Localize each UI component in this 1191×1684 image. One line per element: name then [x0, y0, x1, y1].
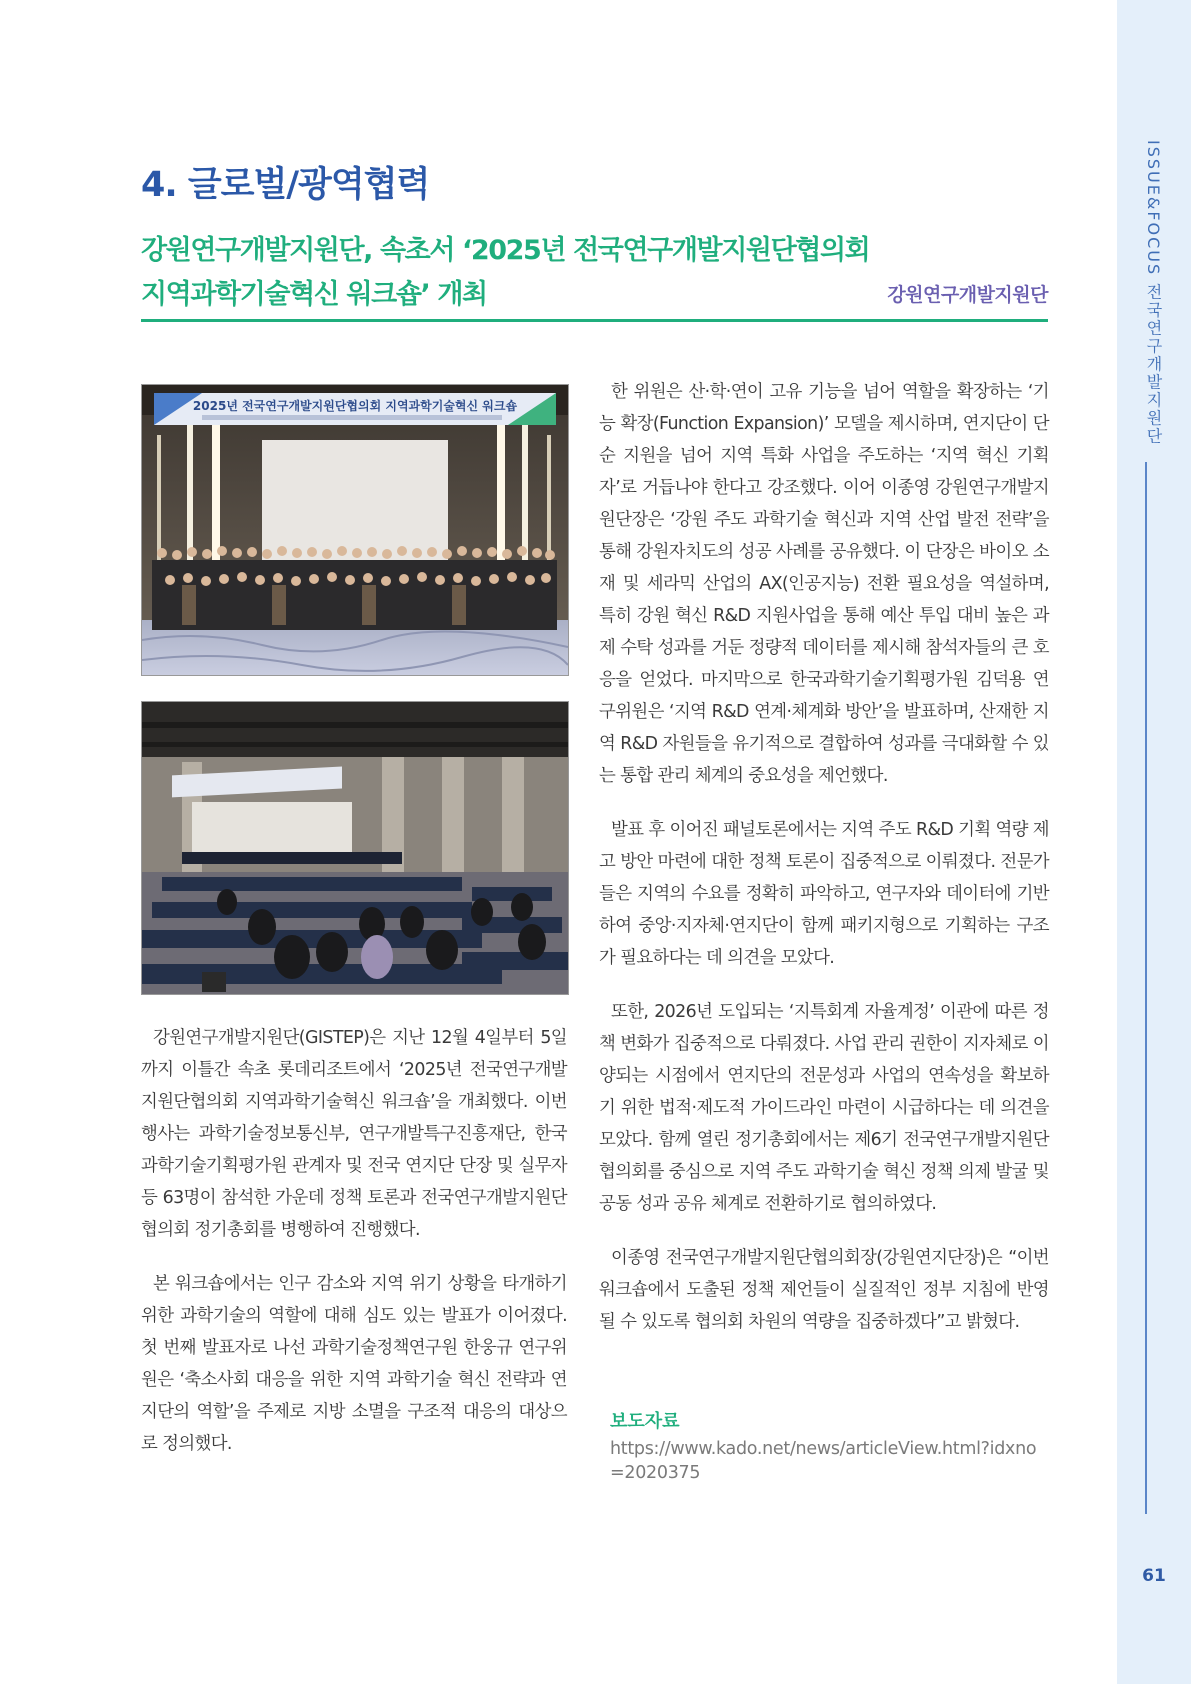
article-body-right [599, 376, 1049, 1338]
paragraph: 본 워크숍에서는 인구 감소와 지역 위기 상황을 타개하기 위한 과학기술의 역할에 대해 심도 있는 발표가 이어졌다. 첫 번째 발표자로 나선 과학기술정책연구원 한웅규 연구위원은 ‘축소사회 대응을 위한 지역 과학기술 혁신 전략과 연지단의 역할’을 주제로 지방 소멸을 구조적 대응의 대상으로 정의했다. [141, 1274, 567, 1454]
sidebar-rule [1145, 462, 1147, 1514]
paragraph: 또한, 2026년 도입되는 ‘지특회계 자율계정’ 이관에 따른 정책 변화가 집중적으로 다뤄졌다. 사업 관리 권한이 지자체로 이양되는 시점에서 연지단의 전문성과 사업의 연속성을 확보하기 위한 법적·제도적 가이드라인 마련이 시급하다는 데 의견을 모았다. 함께 열린 정기총회에서는 제6기 전국연구개발지원단협의회를 중심으로 지역 주도 과학기술 혁신 정책 의제 발굴 및 공동 성과 공유 체계로 전환하기로 협의하였다. [599, 1002, 1049, 1214]
section-title: 4. 글로벌/광역협력 [141, 165, 430, 205]
article-body-left [141, 1022, 567, 1460]
banner-text: 2025년 전국연구개발지원단협의회 지역과학기술혁신 워크숍 [192, 399, 518, 413]
paragraph: 강원연구개발지원단(GISTEP)은 지난 12월 4일부터 5일까지 이틀간 속초 롯데리조트에서 ‘2025년 전국연구개발지원단협의회 지역과학기술혁신 워크숍’을 개최했다. 이번 행사는 과학기술정보통신부, 연구개발특구진흥재단, 한국과학기술기획평가원 관계자 및 전국 연지단 단장 및 실무자 등 63명이 참석한 가운데 정책 토론과 전국연구개발지원단협의회 정기총회를 병행하여 진행했다. [141, 1028, 567, 1240]
article-title-line-2: 지역과학기술혁신 워크숍’ 개최 [141, 279, 487, 310]
page-number: 61 [1142, 1566, 1166, 1586]
paragraph: 한 위원은 산·학·연이 고유 기능을 넘어 역할을 확장하는 ‘기능 확장(Function Expansion)’ 모델을 제시하며, 연지단이 단순 지원을 넘어 지역 특화 사업을 주도하는 ‘지역 혁신 기획자’로 거듭나야 한다고 강조했다. 이어 이종영 강원연구개발지원단장은 ‘강원 주도 과학기술 혁신과 지역 산업 발전 전략’을 통해 강원자치도의 성공 사례를 공유했다. 이 단장은 바이오 소재 및 세라믹 산업의 AX(인공지능) 전환 필요성을 역설하며, 특히 강원 혁신 R&D 지원사업을 통해 예산 투입 대비 높은 과제 수탁 성과를 거둔 정량적 데이터를 제시해 참석자들의 큰 호응을 얻었다. 마지막으로 한국과학기술기획평가원 김덕용 연구위원은 ‘지역 R&D 연계·체계화 방안’을 발표하며, 산재한 지역 R&D 자원들을 유기적으로 결합하여 성과를 극대화할 수 있는 통합 관리 체계의 중요성을 제언했다. [599, 382, 1049, 786]
audience-photo [141, 701, 569, 995]
title-divider [141, 319, 1048, 322]
group-photo [141, 384, 569, 676]
paragraph: 발표 후 이어진 패널토론에서는 지역 주도 R&D 기획 역량 제고 방안 마련에 대한 정책 토론이 집중적으로 이뤄졌다. 전문가들은 지역의 수요를 정확히 파악하고, 연구자와 데이터에 기반하여 중앙·지자체·연지단이 함께 패키지형으로 기획하는 구조가 필요하다는 데 의견을 모았다. [599, 820, 1049, 968]
running-head: ISSUE&FOCUS 전국연구개발지원단 [1144, 140, 1163, 446]
organization-label: 강원연구개발지원단 [887, 284, 1048, 306]
paragraph: 이종영 전국연구개발지원단협의회장(강원연지단장)은 “이번 워크숍에서 도출된 정책 제언들이 실질적인 정부 지침에 반영될 수 있도록 협의회 차원의 역량을 집중하겠다”고 밝혔다. [599, 1248, 1049, 1332]
article-title-line-1: 강원연구개발지원단, 속초서 ‘2025년 전국연구개발지원단협의회 [141, 235, 870, 266]
press-release-label: 보도자료 [610, 1411, 680, 1432]
article-title [141, 229, 901, 317]
press-release-link[interactable]: https://www.kado.net/news/articleView.html?idxno=2020375 [610, 1439, 1037, 1483]
